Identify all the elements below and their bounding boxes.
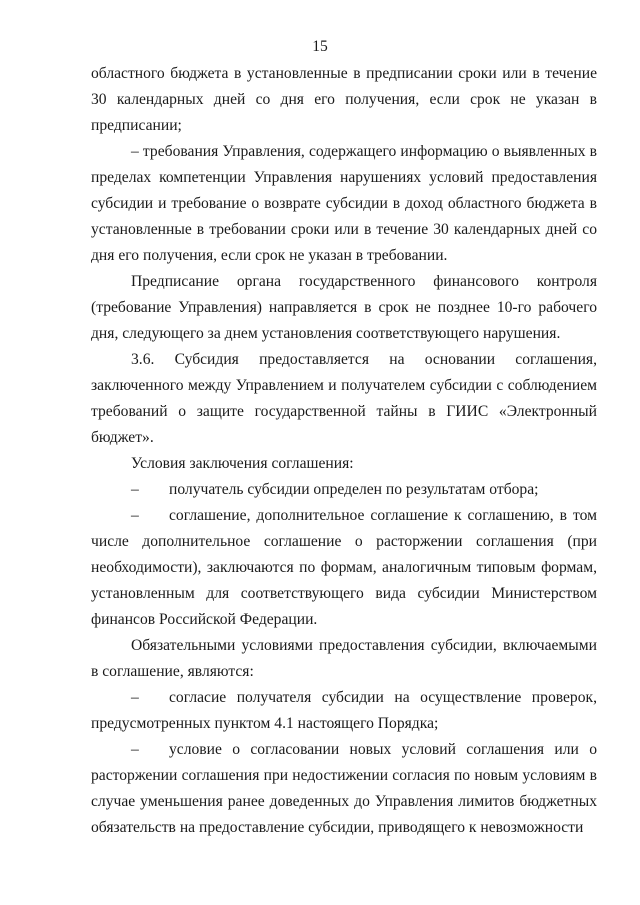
list-item (91, 503, 597, 633)
bullet-dash: – (131, 689, 139, 706)
bullet-dash: – (131, 741, 139, 758)
list-item-text: соглашение, дополнительное соглашение к соглашению, в том числе дополнительное соглашение о расторжении соглашения (при необходимости), заключаются по формам, аналогичным типовым формам, установленным для соответствующего вида субсидии Министерством финансов Российской Федерации. (91, 507, 597, 628)
paragraph-continuation: областного бюджета в установленные в предписании сроки или в течение 30 календарных дней со дня его получения, если срок не указан в предписании; (91, 65, 597, 134)
document-body (91, 61, 597, 841)
list-item-text: получатель субсидии определен по результатам отбора; (169, 481, 539, 498)
paragraph-mandatory-conditions: Обязательными условиями предоставления субсидии, включаемыми в соглашение, являются: (91, 637, 597, 680)
paragraph-prescription: Предписание органа государственного финансового контроля (требование Управления) направляется в срок не позднее 10-го рабочего дня, следующего за днем установления соответствующего нарушения. (91, 273, 597, 342)
paragraph-section-3-6: 3.6. Субсидия предоставляется на основании соглашения, заключенного между Управлением и получателем субсидии с соблюдением требований о защите государственной тайны в ГИИС «Электронный бюджет». (91, 351, 597, 446)
list-item (91, 737, 597, 841)
paragraph-conditions-heading: Условия заключения соглашения: (131, 455, 354, 472)
list-item (91, 477, 597, 503)
page-number: 15 (312, 38, 328, 55)
bullet-dash: – (131, 507, 139, 524)
bullet-dash: – (131, 481, 139, 498)
list-item-text: условие о согласовании новых условий соглашения или о расторжении соглашения при недостижении согласия по новым условиям в случае уменьшения ранее доведенных до Управления лимитов бюджетных обязательств на предоставление субсидии, приводящего к невозможности (91, 741, 597, 836)
list-item-text: согласие получателя субсидии на осуществление проверок, предусмотренных пунктом 4.1 настоящего Порядка; (91, 689, 597, 732)
list-item (91, 685, 597, 737)
paragraph-requirement: – требования Управления, содержащего информацию о выявленных в пределах компетенции Управления нарушениях условий предоставления субсидии и требование о возврате субсидии в доход областного бюджета в установленные в требовании сроки или в течение 30 календарных дней со дня его получения, если срок не указан в требовании. (91, 143, 597, 264)
